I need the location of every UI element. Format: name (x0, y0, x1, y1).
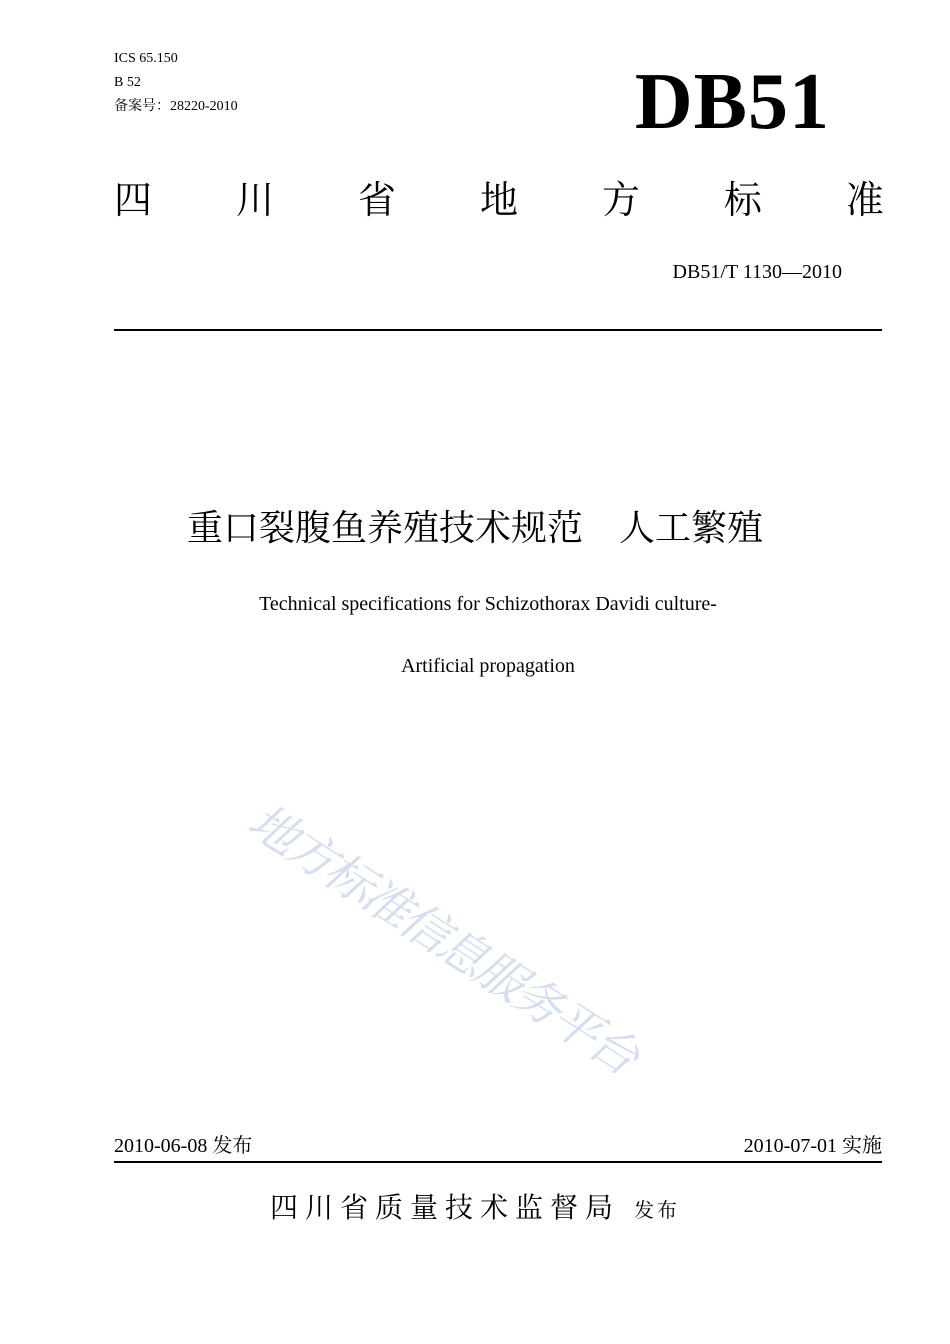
standard-number: DB51/T 1130—2010 (672, 261, 842, 283)
issuer-suffix: 发布 (634, 1198, 680, 1222)
bottom-divider (114, 1161, 882, 1163)
classification-code: B 52 (114, 75, 141, 90)
svg-text:地方标准信息服务平台: 地方标准信息服务平台 (238, 793, 647, 1086)
standard-type-char: 地 (479, 178, 518, 222)
standard-type-char: 川 (235, 178, 274, 222)
standard-type-char: 四 (114, 178, 153, 222)
db-code-mark: DB51 (634, 58, 830, 146)
effective-date-value: 2010-07-01 (743, 1135, 837, 1157)
issuer-name: 四川省质量技术监督局 (269, 1191, 620, 1224)
issue-date (114, 1133, 252, 1158)
effective-date (744, 1133, 882, 1158)
chinese-title: 重口裂腹鱼养殖技术规范 人工繁殖 (186, 508, 763, 549)
standard-type-char: 方 (601, 178, 640, 222)
filing-number: 备案号：28220-2010 (114, 99, 238, 114)
standard-type-char: 标 (723, 178, 762, 222)
standard-type-char: 省 (357, 178, 396, 222)
standard-type-heading (114, 178, 884, 222)
issue-date-value: 2010-06-08 (114, 1135, 208, 1157)
ics-code: ICS 65.150 (114, 51, 178, 66)
top-divider (114, 329, 882, 331)
issuer-line (0, 1190, 950, 1226)
english-title-line-1: Technical specifications for Schizothorax Davidi culture- (259, 593, 717, 615)
standard-type-char: 准 (845, 178, 884, 222)
watermark (235, 780, 795, 1140)
english-title-line-2: Artificial propagation (401, 655, 575, 677)
effective-label: 实施 (842, 1133, 882, 1157)
issue-label: 发布 (212, 1133, 253, 1157)
